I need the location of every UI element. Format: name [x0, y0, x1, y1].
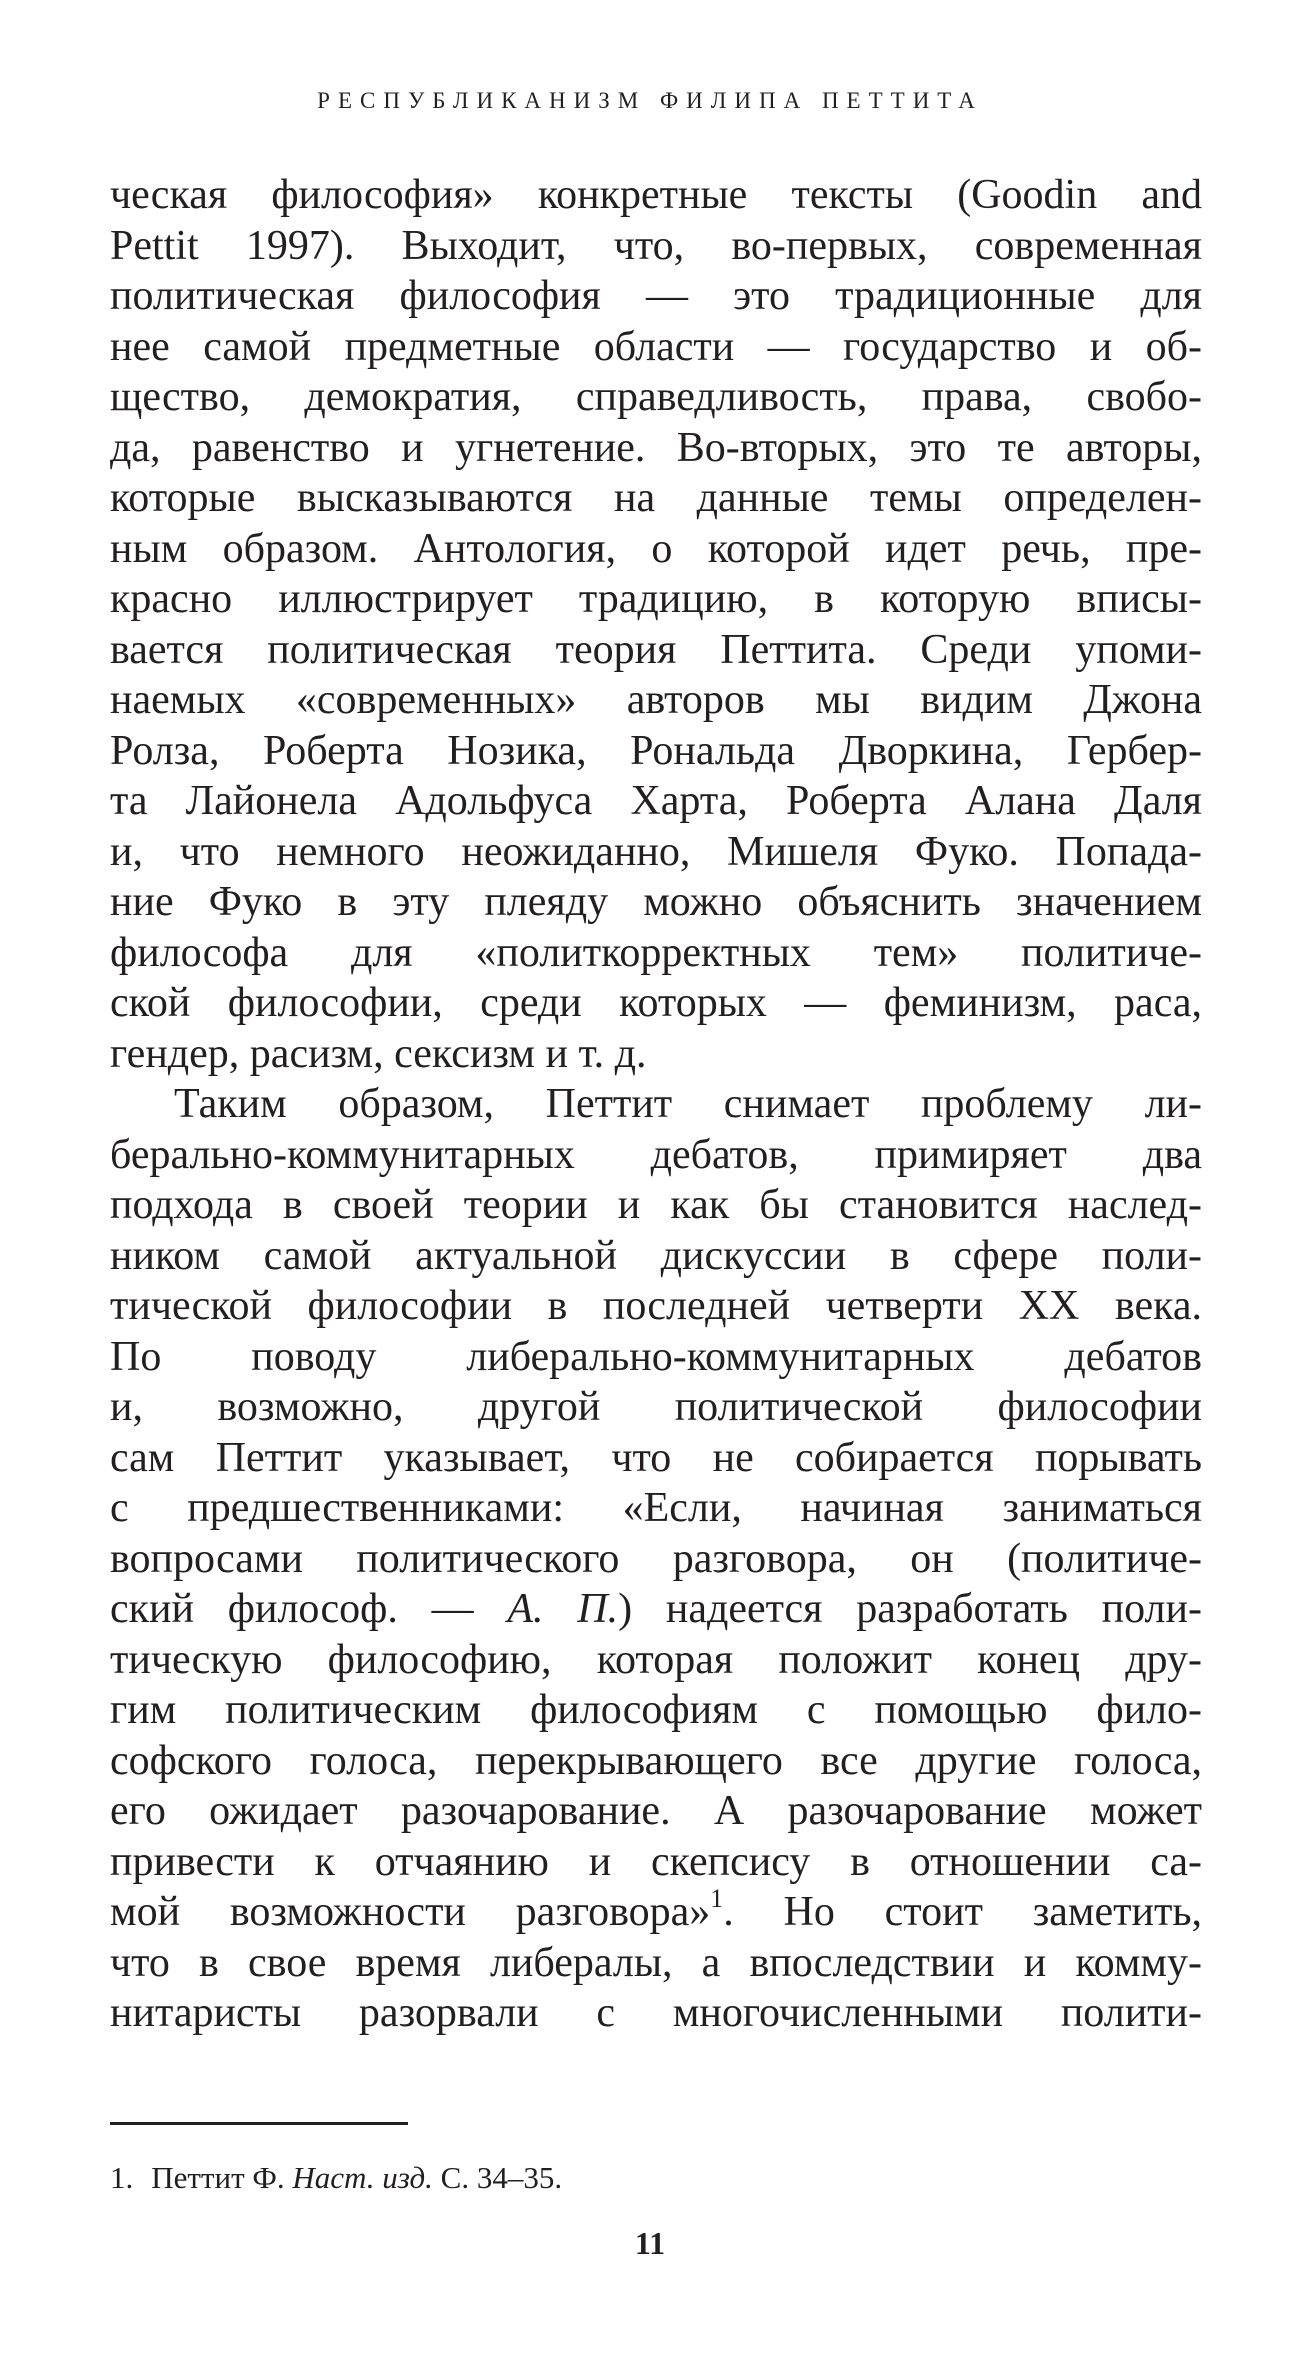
text-line: красно иллюстрирует традицию, в которую вписы- [110, 576, 1202, 622]
text-line: ником самой актуальной дискуссии в сфере поли- [110, 1232, 1202, 1279]
text-line: философа для «политкорректных тем» политиче- [110, 929, 1202, 976]
text-line: подхода в своей теории и как бы становится наслед- [110, 1182, 1202, 1228]
text-line: Pettit 1997). Выходит, что, во-первых, современная [110, 222, 1202, 269]
text-line: которые высказываются на данные темы определен- [110, 475, 1202, 521]
text-line [110, 1584, 1202, 1635]
text-segment: ский философ. — [110, 1586, 508, 1632]
footnote-title: Наст. изд. [292, 2160, 433, 2195]
text-line: да, равенство и угнетение. Во-вторых, это те авторы, [110, 424, 1202, 471]
text-line: щество, демократия, справедливость, права, свобо- [110, 374, 1202, 420]
text-line: ской философии, среди которых — феминизм, раса, [110, 980, 1202, 1026]
text-line: ным образом. Антология, о которой идет речь, пре- [110, 525, 1202, 572]
text-line: с предшественниками: «Если, начиная заниматься [110, 1485, 1202, 1531]
text-line: нитаристы разорвали с многочисленными полити- [110, 1990, 1202, 2036]
footnote-divider [110, 2122, 408, 2125]
text-line: вопросами политического разговора, он (политиче- [110, 1535, 1202, 1582]
text-line: политическая философия — это традиционные для [110, 273, 1202, 319]
text-line: ние Фуко в эту плеяду можно объяснить значением [110, 879, 1202, 925]
page-number: 11 [634, 2225, 666, 2261]
text-line: та Лайонела Адольфуса Харта, Роберта Алана Даля [110, 778, 1202, 824]
paragraph-1 [110, 170, 1202, 1079]
text-segment: . Но стоит заметить, [723, 1889, 1202, 1935]
text-line: нее самой предметные области — государство и об- [110, 323, 1202, 370]
text-line: привести к отчаянию и скепсису в отношении са- [110, 1838, 1202, 1885]
text-line: вается политическая теория Петтита. Среди упоми- [110, 626, 1202, 673]
text-line: Ролза, Роберта Нозика, Рональда Дворкина, Гербер- [110, 727, 1202, 774]
text-line: и, возможно, другой политической философии [110, 1384, 1202, 1430]
text-line: гендер, расизм, сексизм и т. д. [110, 1030, 647, 1077]
text-line: сам Петтит указывает, что не собирается порывать [110, 1434, 1202, 1481]
text-line: и, что немного неожиданно, Мишеля Фуко. Попада- [110, 828, 1202, 875]
text-line: ческая философия» конкретные тексты (Goodin and [110, 172, 1202, 218]
text-line: гим политическим философиям с помощью фило- [110, 1687, 1202, 1733]
italic-initials: А. П. [507, 1586, 619, 1632]
text-line: Таким образом, Петтит снимает проблему ли- [174, 1081, 1202, 1127]
text-segment: ) надеется разработать поли- [618, 1586, 1202, 1632]
text-line: наемых «современных» авторов мы видим Джона [110, 677, 1202, 723]
text-segment: мой возможности разговора» [110, 1889, 711, 1935]
text-line: что в свое время либералы, а впоследствии и комму- [110, 1939, 1202, 1986]
text-line: берально-коммунитарных дебатов, примиряет два [110, 1131, 1202, 1178]
body-text [110, 170, 1202, 2039]
text-line [110, 1884, 1202, 1938]
footnote-pages: С. 34–35. [440, 2160, 563, 2195]
text-line: тической философии в последней четверти XX века. [110, 1283, 1202, 1329]
text-line: тическую философию, которая положит конец дру- [110, 1636, 1202, 1683]
footnote-number: 1. [110, 2160, 134, 2195]
footnote [110, 2158, 1202, 2198]
paragraph-2 [110, 1079, 1202, 2039]
text-line: По поводу либерально-коммунитарных дебатов [110, 1333, 1202, 1380]
running-head: РЕСПУБЛИКАНИЗМ ФИЛИПА ПЕТТИТА [317, 88, 983, 113]
text-line: его ожидает разочарование. А разочарование может [110, 1788, 1202, 1834]
text-line: софского голоса, перекрывающего все другие голоса, [110, 1737, 1202, 1784]
footnote-author: Петтит Ф. [151, 2160, 285, 2195]
footnote-reference[interactable]: 1 [710, 1884, 724, 1913]
